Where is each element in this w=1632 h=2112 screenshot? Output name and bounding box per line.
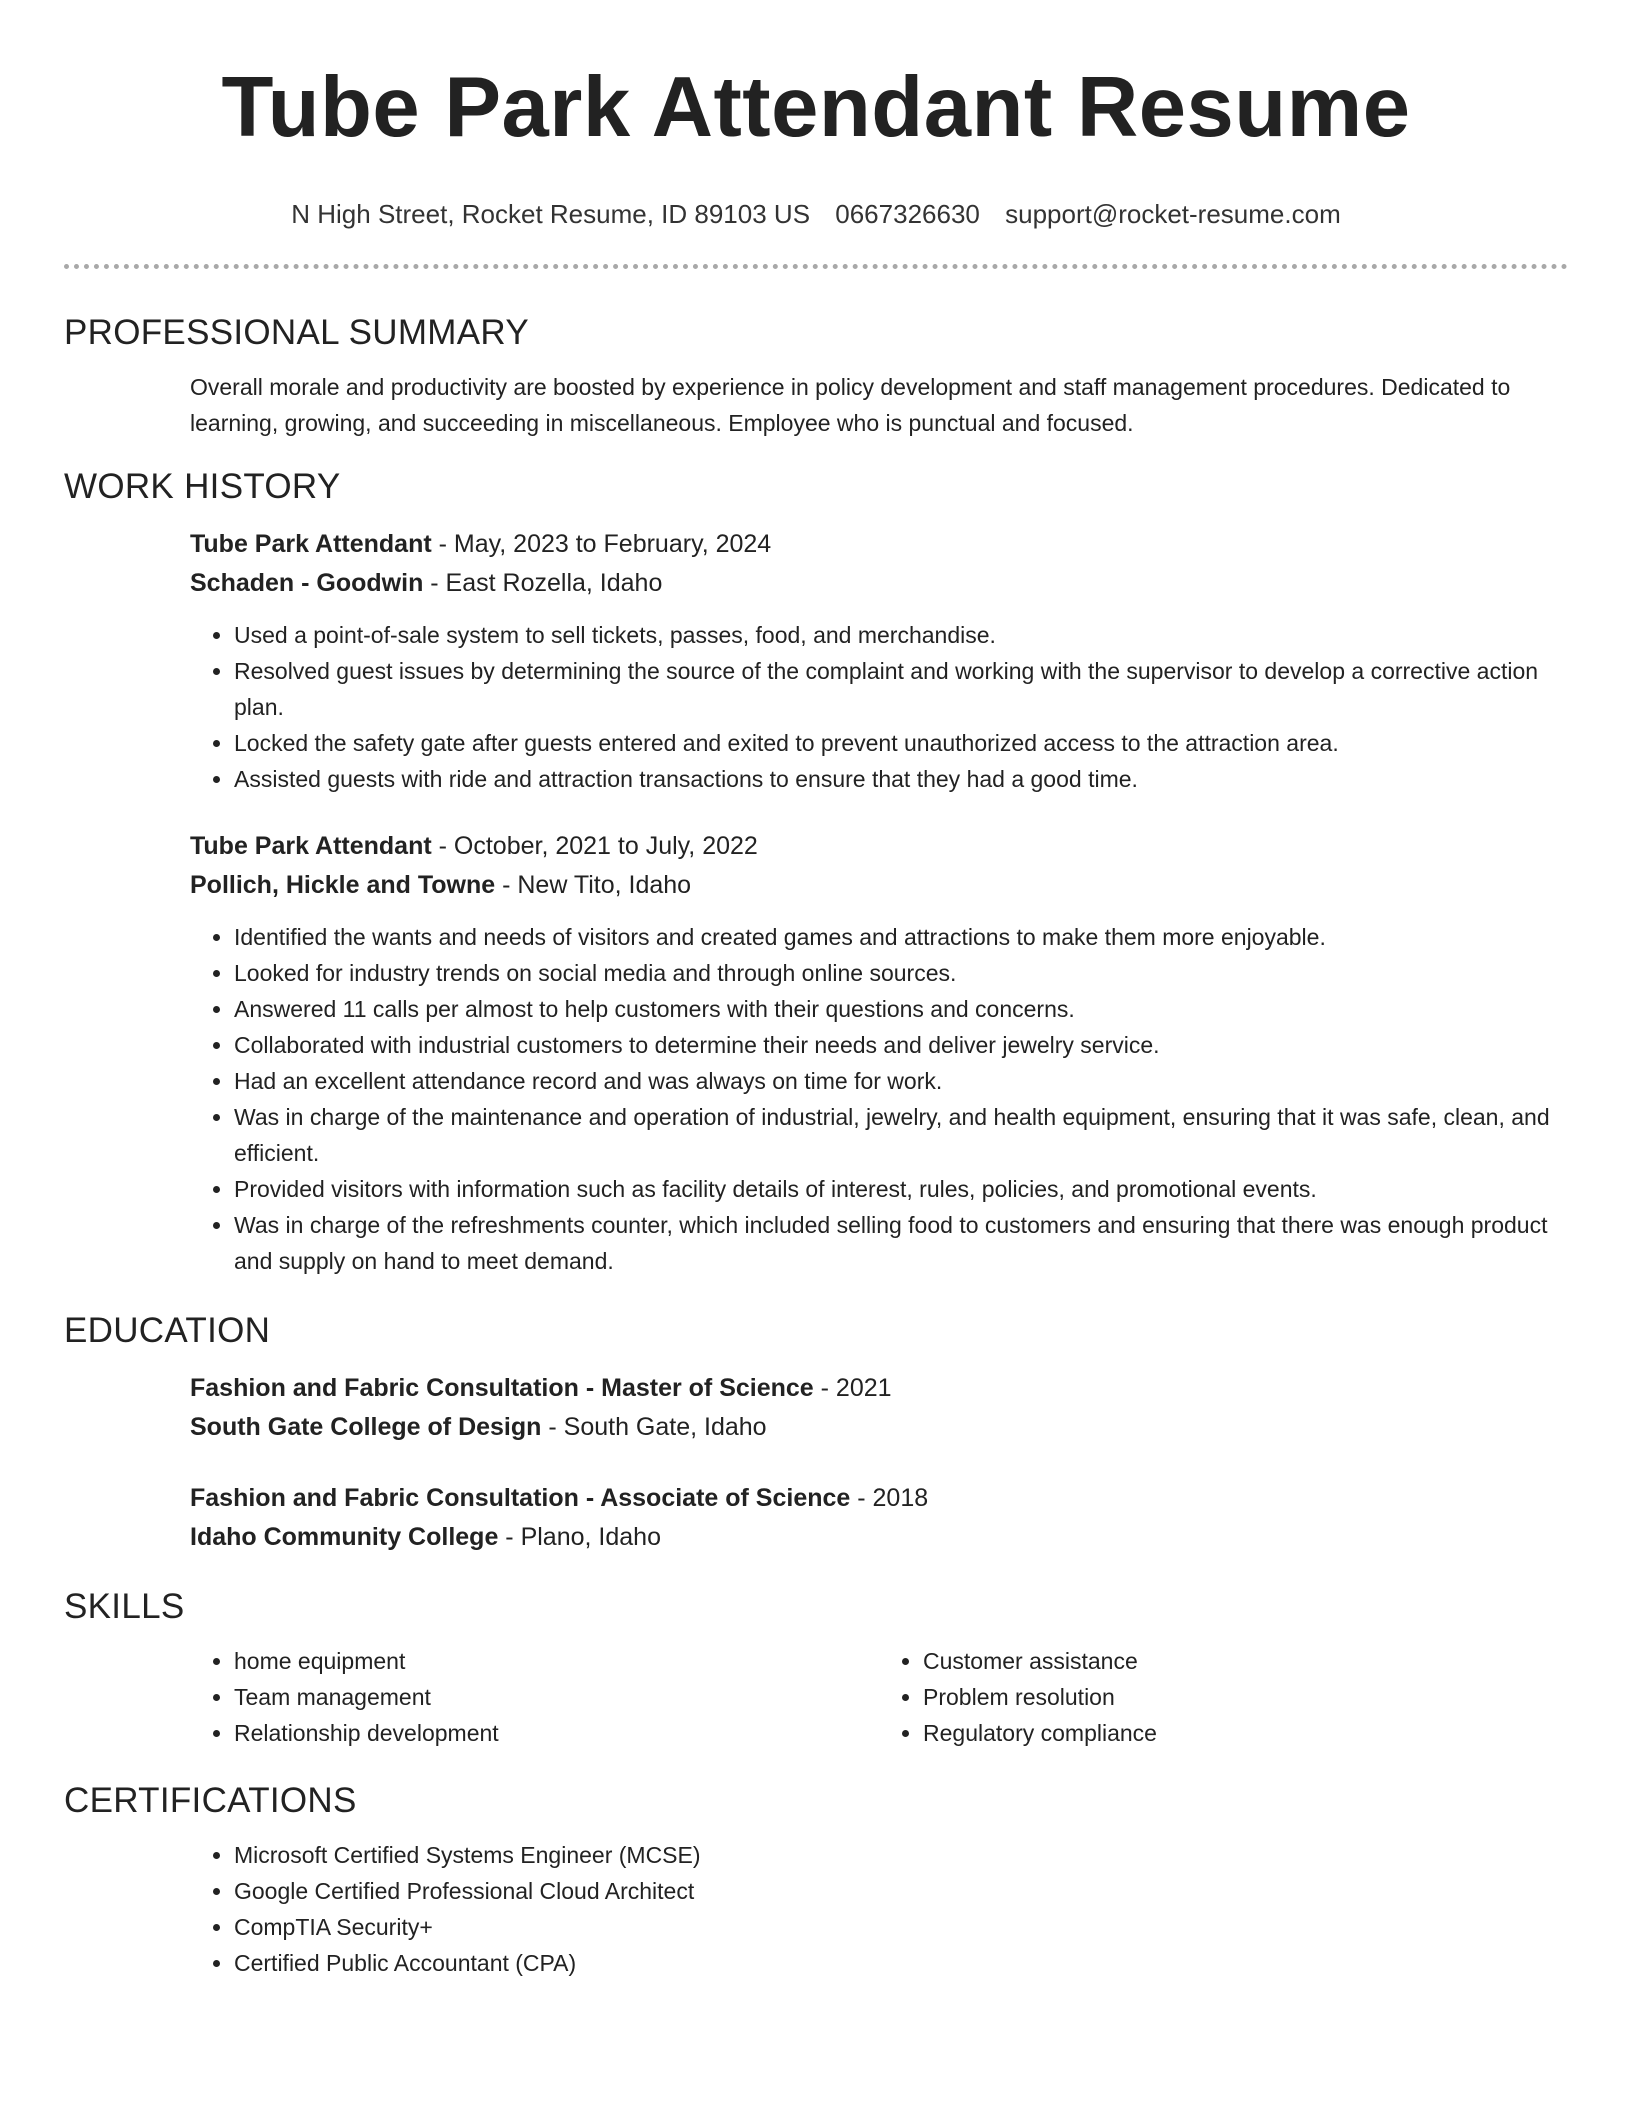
job-company: Pollich, Hickle and Towne xyxy=(190,871,496,899)
job-company: Schaden - Goodwin xyxy=(190,569,424,597)
job-duties-list xyxy=(190,617,1568,797)
list-item: • Collaborated with industrial customers to determine their needs and deliver jewelry service. xyxy=(234,1027,1568,1063)
education-location: - Plano, Idaho xyxy=(498,1523,661,1551)
list-item: • Answered 11 calls per almost to help customers with their questions and concerns. xyxy=(234,991,1568,1027)
education-location: - South Gate, Idaho xyxy=(541,1413,767,1441)
work-history-heading: WORK HISTORY xyxy=(64,467,341,506)
job-entry xyxy=(64,525,1568,797)
list-item: • CompTIA Security+ xyxy=(234,1909,1568,1945)
education-school-line xyxy=(190,1518,1568,1557)
job-title: Tube Park Attendant xyxy=(190,530,432,558)
job-title-line xyxy=(190,525,1568,564)
education-entry xyxy=(64,1479,1568,1557)
skills-list-left xyxy=(190,1643,879,1751)
list-item: • Team management xyxy=(234,1679,879,1715)
job-title-line xyxy=(190,827,1568,866)
contact-line xyxy=(64,198,1568,230)
list-item: • Was in charge of the maintenance and operation of industrial, jewelry, and health equipment, ensuring that it was safe, clean, and efficient. xyxy=(234,1099,1568,1171)
certifications-heading: CERTIFICATIONS xyxy=(64,1781,357,1820)
skills-list-right xyxy=(879,1643,1568,1751)
list-item: • Problem resolution xyxy=(923,1679,1568,1715)
list-item: • Assisted guests with ride and attraction transactions to ensure that they had a good time. xyxy=(234,761,1568,797)
education-degree-line xyxy=(190,1479,1568,1518)
list-item: • Certified Public Accountant (CPA) xyxy=(234,1945,1568,1981)
education-heading: EDUCATION xyxy=(64,1311,271,1350)
job-location: - New Tito, Idaho xyxy=(495,871,692,899)
job-entry xyxy=(64,827,1568,1279)
list-item: • Customer assistance xyxy=(923,1643,1568,1679)
certifications-list xyxy=(190,1837,1568,1981)
education-school: South Gate College of Design xyxy=(190,1413,542,1441)
skills-columns xyxy=(190,1643,1568,1751)
list-item: • Regulatory compliance xyxy=(923,1715,1568,1751)
education-entry xyxy=(64,1369,1568,1447)
list-item: • Used a point-of-sale system to sell tickets, passes, food, and merchandise. xyxy=(234,617,1568,653)
job-company-line xyxy=(190,564,1568,603)
skills-section xyxy=(64,1643,1568,1751)
contact-phone: 0667326630 xyxy=(835,199,980,229)
job-title: Tube Park Attendant xyxy=(190,832,432,860)
summary-text: Overall morale and productivity are boosted by experience in policy development and staff management procedures. Dedicated to learning, growing, and succeeding in miscellaneous. Employee who is punctual and focused. xyxy=(190,374,1511,436)
list-item: • Looked for industry trends on social media and through online sources. xyxy=(234,955,1568,991)
job-dates: - October, 2021 to July, 2022 xyxy=(431,832,758,860)
contact-email: support@rocket-resume.com xyxy=(1005,199,1341,229)
education-degree: Fashion and Fabric Consultation - Master of Science xyxy=(190,1374,814,1402)
summary-heading: PROFESSIONAL SUMMARY xyxy=(64,313,529,352)
list-item: • Had an excellent attendance record and was always on time for work. xyxy=(234,1063,1568,1099)
education-school-line xyxy=(190,1408,1568,1447)
resume-title: Tube Park Attendant Resume xyxy=(221,60,1411,155)
education-year: - 2018 xyxy=(850,1484,929,1512)
list-item: • Identified the wants and needs of visitors and created games and attractions to make them more enjoyable. xyxy=(234,919,1568,955)
job-location: - East Rozella, Idaho xyxy=(423,569,663,597)
education-school: Idaho Community College xyxy=(190,1523,499,1551)
list-item: • Relationship development xyxy=(234,1715,879,1751)
list-item: • Provided visitors with information such as facility details of interest, rules, policies, and promotional events. xyxy=(234,1171,1568,1207)
job-dates: - May, 2023 to February, 2024 xyxy=(431,530,772,558)
education-degree: Fashion and Fabric Consultation - Associate of Science xyxy=(190,1484,851,1512)
list-item: • Resolved guest issues by determining the source of the complaint and working with the supervisor to develop a corrective action plan. xyxy=(234,653,1568,725)
education-degree-line xyxy=(190,1369,1568,1408)
summary-section xyxy=(64,369,1568,441)
contact-address: N High Street, Rocket Resume, ID 89103 US xyxy=(291,199,811,229)
list-item: • Was in charge of the refreshments counter, which included selling food to customers and ensuring that there was enough product and supply on hand to meet demand. xyxy=(234,1207,1568,1279)
list-item: • Locked the safety gate after guests entered and exited to prevent unauthorized access to the attraction area. xyxy=(234,725,1568,761)
skills-heading: SKILLS xyxy=(64,1587,185,1626)
list-item: • Microsoft Certified Systems Engineer (MCSE) xyxy=(234,1837,1568,1873)
job-duties-list xyxy=(190,919,1568,1279)
header-divider xyxy=(64,264,1568,269)
list-item: • Google Certified Professional Cloud Architect xyxy=(234,1873,1568,1909)
job-company-line xyxy=(190,866,1568,905)
education-year: - 2021 xyxy=(813,1374,892,1402)
list-item: • home equipment xyxy=(234,1643,879,1679)
certifications-section xyxy=(64,1837,1568,1981)
